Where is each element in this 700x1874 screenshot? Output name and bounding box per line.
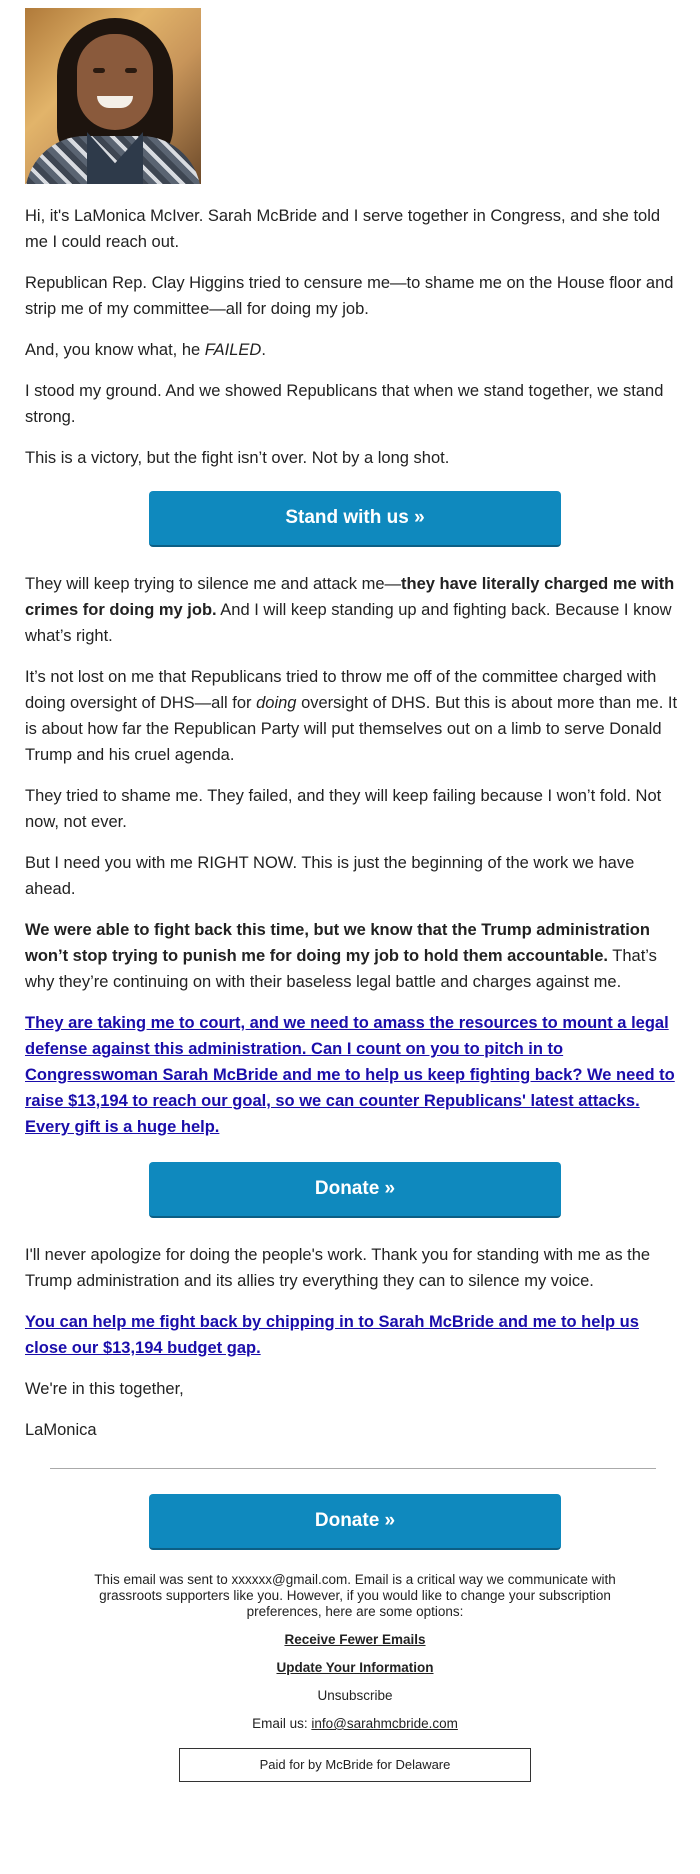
court-appeal-link[interactable]: They are taking me to court, and we need to amass the resources to mount a legal defense against this administration. Can I count on you to pitch in to Congresswoman Sarah McBride and me to help us keep fighting back? We need to raise $13,194 to reach our goal, so we can counter Republicans' latest attacks. Every gift is a huge help.	[25, 1014, 675, 1136]
together-paragraph: We're in this together,	[25, 1380, 184, 1398]
signature: LaMonica	[25, 1421, 97, 1439]
dhs-paragraph: It’s not lost on me that Republicans tried to throw me off of the committee charged with doing oversight of DHS—all for doing oversight of DHS. But this is about more than me. It is about how far the Republican Party will put themselves out on a limb to serve Donald Trump and his cruel agenda.	[25, 668, 678, 764]
receive-fewer-emails-link[interactable]: Receive Fewer Emails	[284, 1632, 426, 1647]
censure-paragraph: Republican Rep. Clay Higgins tried to censure me—to shame me on the House floor and strip me of my committee—all for doing my job.	[25, 274, 674, 318]
stand-with-us-button[interactable]: Stand with us »	[149, 491, 561, 547]
donate-button-1[interactable]: Donate »	[149, 1162, 561, 1218]
apologize-paragraph: I'll never apologize for doing the people's work. Thank you for standing with me as the Trump administration and its allies try everything they can to silence my voice.	[25, 1246, 651, 1290]
portrait-photo	[25, 8, 201, 184]
footer-notice: This email was sent to xxxxxx@gmail.com. Email is a critical way we communicate with grassroots supporters like you. However, if you would like to change your subscription preferences, here are some options:	[94, 1572, 616, 1619]
footer	[25, 1572, 685, 1782]
contact-email-link[interactable]: info@sarahmcbride.com	[311, 1716, 458, 1731]
update-information-link[interactable]: Update Your Information	[276, 1660, 434, 1675]
footer-email-line: Email us: info@sarahmcbride.com	[252, 1716, 458, 1731]
shame-paragraph: They tried to shame me. They failed, and they will keep failing because I won’t fold. Not now, not ever.	[25, 787, 662, 831]
unsubscribe-link[interactable]: Unsubscribe	[317, 1688, 393, 1703]
silence-paragraph: They will keep trying to silence me and attack me—they have literally charged me with crimes for doing my job. And I will keep standing up and fighting back. Because I know what’s right.	[25, 575, 675, 645]
victory-paragraph: This is a victory, but the fight isn’t over. Not by a long shot.	[25, 449, 450, 467]
paid-for-box: Paid for by McBride for Delaware	[179, 1748, 531, 1782]
failed-paragraph: And, you know what, he FAILED.	[25, 341, 266, 359]
donate-button-2[interactable]: Donate »	[149, 1494, 561, 1550]
need-you-paragraph: But I need you with me RIGHT NOW. This is just the beginning of the work we have ahead.	[25, 854, 635, 898]
footer-divider	[50, 1468, 656, 1469]
budget-gap-link[interactable]: You can help me fight back by chipping in to Sarah McBride and me to help us close our $13,194 budget gap.	[25, 1313, 639, 1357]
trump-administration-paragraph: We were able to fight back this time, but we know that the Trump administration won’t stop trying to punish me for doing my job to hold them accountable. That’s why they’re continuing on with their baseless legal battle and charges against me.	[25, 921, 657, 991]
intro-paragraph: Hi, it's LaMonica McIver. Sarah McBride and I serve together in Congress, and she told me I could reach out.	[25, 207, 661, 251]
stood-ground-paragraph: I stood my ground. And we showed Republicans that when we stand together, we stand strong.	[25, 382, 664, 426]
budget-gap-paragraph	[25, 1309, 685, 1361]
court-appeal-paragraph	[25, 1010, 685, 1140]
